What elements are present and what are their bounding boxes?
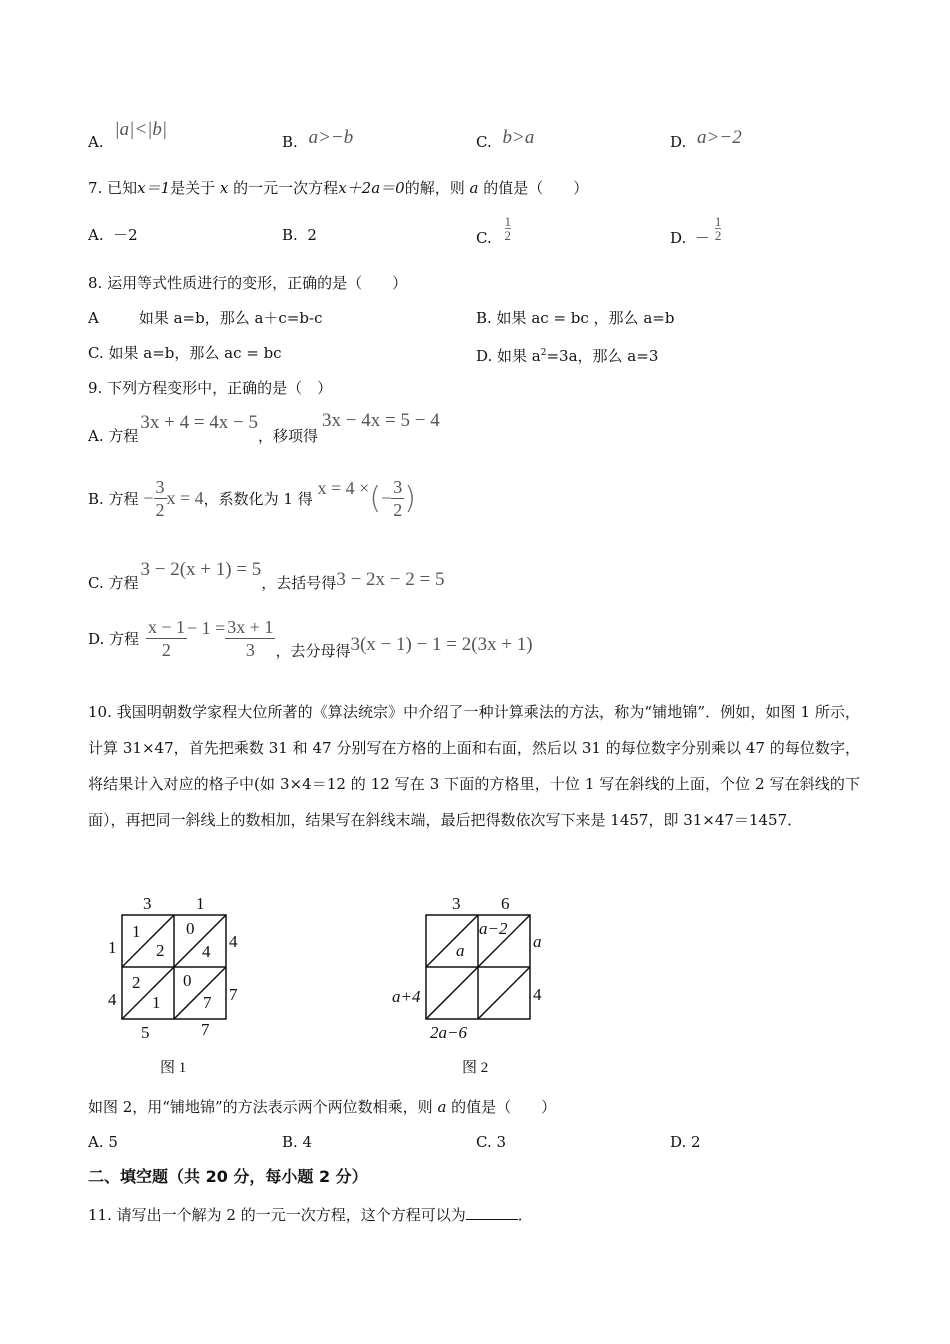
- q7-option-c-fraction: [505, 215, 512, 242]
- fig2-right-2: 4: [533, 985, 542, 1004]
- q9-option-b-label: B. 方程: [88, 490, 139, 508]
- q9-option-d-mid-eq: − 1 =: [186, 618, 226, 638]
- q11-answer-blank[interactable]: [466, 1205, 518, 1220]
- q10-option-d[interactable]: D. 2: [670, 1133, 701, 1151]
- q6-option-a-expr: |a|<|b|: [114, 119, 168, 140]
- q8-option-d[interactable]: [476, 343, 658, 366]
- fig2-top-1: 3: [452, 894, 461, 913]
- q7-stem: [88, 178, 588, 198]
- q7-option-d-sign: －: [695, 228, 711, 247]
- q10-question-var: a: [437, 1098, 447, 1116]
- q9-option-d-den2: 3: [225, 638, 275, 661]
- q8-option-a-label: A: [88, 309, 99, 327]
- q8-option-d-text: =3a，那么 a=3: [546, 347, 659, 365]
- q6-option-d-label: D.: [670, 133, 687, 151]
- fig1-cell-2-tens: 0: [186, 919, 195, 938]
- q7-stem-part: 的值是（ ）: [483, 179, 589, 197]
- q8-stem: 8. 运用等式性质进行的变形，正确的是（ ）: [88, 274, 408, 292]
- q9-option-b-inner-minus: −: [381, 488, 392, 508]
- figure-1: [100, 890, 260, 1080]
- q6-option-d[interactable]: [670, 127, 742, 152]
- q7-option-d-fraction: [715, 215, 722, 242]
- q8-option-a[interactable]: [88, 308, 322, 328]
- q9-option-a-eq1: 3x + 4 = 4x − 5: [140, 412, 259, 433]
- q10-question-text: 如图 2，用“铺地锦”的方法表示两个两位数相乘，则: [88, 1098, 433, 1116]
- q7-option-c-den: 2: [504, 228, 511, 243]
- q10-option-a[interactable]: A. 5: [88, 1133, 118, 1151]
- q6-option-b[interactable]: [282, 127, 354, 152]
- fig2-cell-a: a: [456, 941, 465, 960]
- q9-option-b-num: 3: [155, 477, 165, 497]
- q7-stem-part: 是关于: [170, 179, 216, 197]
- q7-stem-part: 已知: [107, 179, 138, 197]
- fig1-cell-1-tens: 1: [132, 922, 141, 941]
- q9-option-b-minus: −: [143, 488, 154, 508]
- fig2-caption: 图 2: [462, 1060, 489, 1076]
- q8-option-d-text: D. 如果 a: [476, 347, 541, 365]
- fig1-cell-4-tens: 0: [183, 971, 192, 990]
- q11-stem: [88, 1205, 533, 1225]
- q8-option-d-sup: 2: [540, 348, 547, 358]
- fig2-bottom: 2a−6: [430, 1023, 467, 1042]
- q8-option-b[interactable]: B. 如果 ac = bc ，那么 a=b: [476, 309, 675, 327]
- q10-question-text: 的值是（ ）: [451, 1098, 557, 1116]
- q9-option-a-eq2: 3x − 4x = 5 − 4: [322, 410, 440, 431]
- q9-option-b-lhs: x = 4 ×: [317, 478, 370, 498]
- q9-option-b-frac2: [391, 476, 404, 521]
- q10-option-c[interactable]: C. 3: [476, 1133, 507, 1151]
- fig1-left-2: 4: [108, 990, 117, 1009]
- q9-stem: 9. 下列方程变形中，正确的是（ ）: [88, 379, 333, 397]
- q7-stem-part: 的一元一次方程: [233, 179, 339, 197]
- fig1-top-1: 3: [143, 894, 152, 913]
- q9-option-c-eq1: 3 − 2(x + 1) = 5: [140, 559, 262, 580]
- q6-option-c[interactable]: [476, 127, 535, 152]
- q7-math: x＝1: [137, 179, 171, 197]
- left-paren: (: [369, 481, 382, 516]
- q7-stem-part: 的解，则: [404, 179, 465, 197]
- q6-option-b-expr: a>−b: [308, 127, 354, 148]
- q8-option-a-text: 如果 a=b，那么 a＋c=b-c: [138, 309, 323, 327]
- q9-option-b-eq: x = 4: [166, 488, 204, 508]
- q9-option-c-label: C. 方程: [88, 574, 139, 592]
- q7-option-a-text: －2: [113, 226, 138, 244]
- q7-option-b[interactable]: [282, 225, 317, 245]
- q9-option-a[interactable]: [88, 410, 440, 449]
- q9-option-d-frac2: [225, 616, 275, 661]
- q7-option-b-label: B.: [282, 226, 298, 244]
- q6-option-a[interactable]: [88, 119, 168, 152]
- q7-equation: x＋2a＝0: [338, 179, 405, 197]
- figure-2: [388, 890, 558, 1080]
- fig1-bottom-2: 7: [201, 1020, 210, 1039]
- q9-option-d-num2: 3x + 1: [227, 617, 274, 637]
- q8-option-c[interactable]: C. 如果 a=b，那么 ac = bc: [88, 344, 282, 362]
- q10-paragraph: 10. 我国明朝数学家程大位所著的《算法统宗》中介绍了一种计算乘法的方法，称为“铺地锦”．例如，如图 1 所示，计算 31×47，首先把乘数 31 和 47 分别写在方格的上面和右面，然后以 31 的每位数字分别乘以 47 的每位数字，将结果计入对应的格子中(如 3×4＝12 的 12 写在 3 下面的方格里，十位 1 写在斜线的上面，个位 2 写在斜线的下面），再把同一斜线上的数相加，结果写在斜线末端，最后把得数依次写下来是 1457，即 31×47＝1457．: [88, 703, 860, 829]
- fig1-bottom-1: 5: [141, 1023, 150, 1042]
- fig1-top-2: 1: [196, 894, 205, 913]
- q9-option-b-mid: ，系数化为 1 得: [203, 490, 313, 508]
- q9-option-d-mid: ，去分母得: [275, 642, 351, 660]
- q6-option-b-label: B.: [282, 133, 298, 151]
- q11-text: 11. 请写出一个解为 2 的一元一次方程，这个方程可以为: [88, 1206, 466, 1224]
- q9-option-c-mid: ，去括号得: [261, 574, 337, 592]
- fig1-cell-2-units: 4: [202, 942, 211, 961]
- q7-math: x: [219, 179, 229, 197]
- q9-option-b-den2: 2: [393, 500, 403, 520]
- q9-option-c[interactable]: [88, 560, 444, 596]
- q7-option-c-label: C.: [476, 228, 492, 247]
- q7-option-d[interactable]: [670, 214, 722, 247]
- fig1-cell-4-units: 7: [203, 993, 212, 1012]
- fig2-right-1: a: [533, 932, 542, 951]
- q7-option-c-num: 1: [504, 214, 511, 229]
- fig1-caption: 图 1: [160, 1060, 187, 1076]
- q7-option-a[interactable]: [88, 225, 138, 245]
- q11-end: ．: [517, 1206, 533, 1224]
- q9-option-a-mid: ，移项得: [258, 427, 319, 445]
- q7-option-d-num: 1: [714, 214, 722, 229]
- q9-option-b-den: 2: [155, 500, 165, 520]
- q6-option-a-label: A.: [88, 133, 104, 151]
- q7-option-c[interactable]: [476, 214, 511, 247]
- q7-option-d-label: D.: [670, 228, 687, 247]
- fig1-left-1: 1: [108, 938, 117, 957]
- q9-option-d-frac1: [146, 616, 187, 661]
- q9-option-d-den1: 2: [146, 638, 187, 661]
- q9-option-a-label: A. 方程: [88, 427, 139, 445]
- section-heading: 二、填空题（共 20 分，每小题 2 分）: [88, 1167, 368, 1186]
- q7-option-d-den: 2: [714, 228, 722, 243]
- fig1-cell-1-units: 2: [156, 941, 165, 960]
- q9-option-b-frac: [154, 476, 167, 521]
- q7-option-a-label: A.: [88, 226, 104, 244]
- q10-question: [88, 1097, 556, 1117]
- fig2-top-2: 6: [501, 894, 510, 913]
- q10-option-b[interactable]: B. 4: [282, 1133, 313, 1151]
- q9-option-b[interactable]: [88, 476, 416, 521]
- right-paren: ): [404, 481, 416, 516]
- q6-option-c-label: C.: [476, 133, 492, 151]
- fig1-cell-3-tens: 2: [132, 973, 141, 992]
- q9-option-d[interactable]: [88, 616, 533, 661]
- q7-number: 7.: [88, 179, 103, 197]
- q9-option-c-eq2: 3 − 2x − 2 = 5: [336, 569, 445, 590]
- fig1-right-1: 4: [229, 932, 238, 951]
- q6-option-d-expr: a>−2: [697, 127, 742, 148]
- fig1-cell-3-units: 1: [152, 993, 161, 1012]
- fig1-right-2: 7: [229, 985, 238, 1004]
- q6-option-c-expr: b>a: [502, 127, 535, 148]
- q9-option-d-label: D. 方程: [88, 630, 140, 648]
- fig2-left: a+4: [392, 987, 421, 1006]
- q9-option-d-eq2: 3(x − 1) − 1 = 2(3x + 1): [350, 633, 533, 655]
- q9-option-b-num2: 3: [393, 477, 403, 497]
- q9-option-d-num1: x − 1: [147, 617, 185, 637]
- fig2-cell-a-minus-2: a−2: [479, 919, 508, 938]
- q7-math: a: [469, 179, 479, 197]
- q7-option-b-text: 2: [307, 226, 317, 244]
